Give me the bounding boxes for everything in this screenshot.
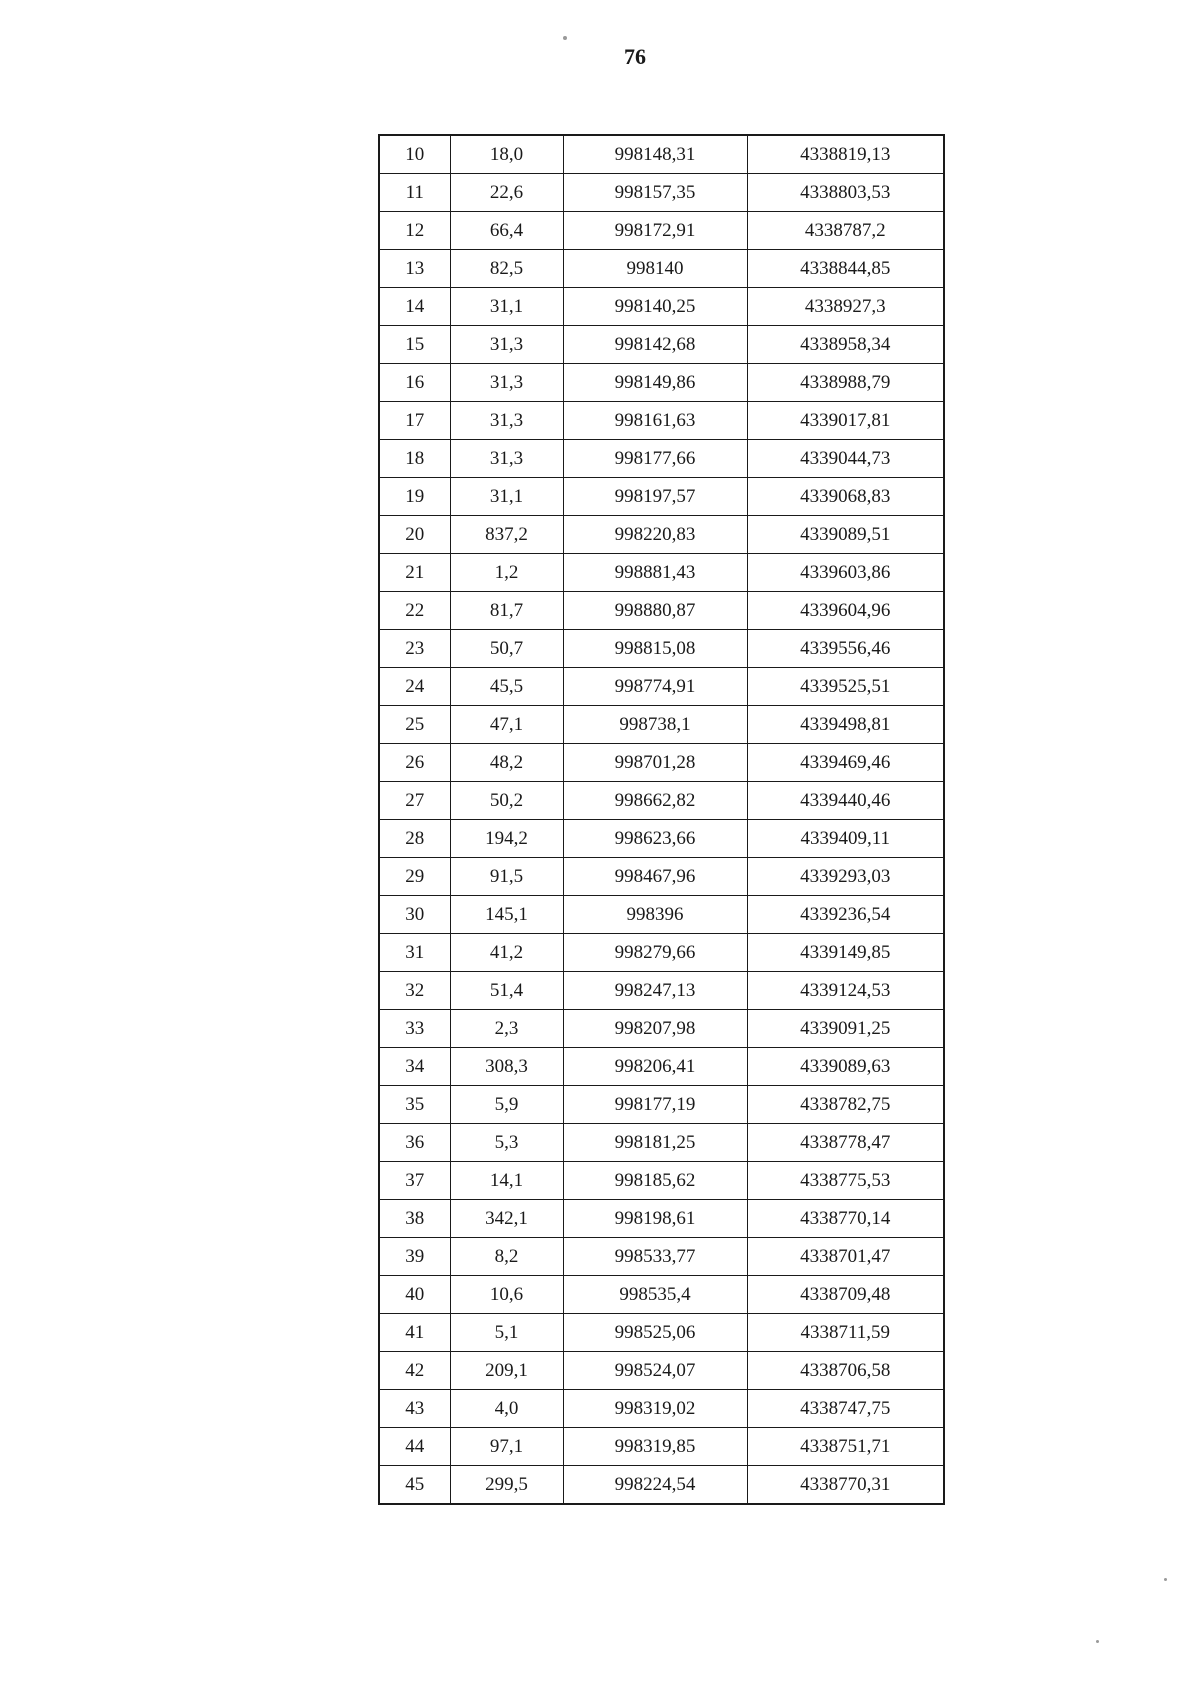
- y-coordinate-cell: 4339017,81: [747, 402, 944, 440]
- length-cell: 66,4: [450, 212, 563, 250]
- length-cell: 18,0: [450, 135, 563, 174]
- x-coordinate-cell: 998319,02: [563, 1390, 747, 1428]
- y-coordinate-cell: 4339068,83: [747, 478, 944, 516]
- length-cell: 2,3: [450, 1010, 563, 1048]
- scan-speck: [563, 36, 567, 40]
- point-number-cell: 19: [379, 478, 450, 516]
- length-cell: 209,1: [450, 1352, 563, 1390]
- x-coordinate-cell: 998185,62: [563, 1162, 747, 1200]
- y-coordinate-cell: 4338988,79: [747, 364, 944, 402]
- table-row: [379, 1238, 944, 1276]
- length-cell: 97,1: [450, 1428, 563, 1466]
- point-number-cell: 10: [379, 135, 450, 174]
- length-cell: 50,7: [450, 630, 563, 668]
- point-number-cell: 41: [379, 1314, 450, 1352]
- length-cell: 5,3: [450, 1124, 563, 1162]
- y-coordinate-cell: 4338819,13: [747, 135, 944, 174]
- y-coordinate-cell: 4338958,34: [747, 326, 944, 364]
- y-coordinate-cell: 4338747,75: [747, 1390, 944, 1428]
- x-coordinate-cell: 998157,35: [563, 174, 747, 212]
- length-cell: 51,4: [450, 972, 563, 1010]
- x-coordinate-cell: 998524,07: [563, 1352, 747, 1390]
- y-coordinate-cell: 4339124,53: [747, 972, 944, 1010]
- point-number-cell: 42: [379, 1352, 450, 1390]
- y-coordinate-cell: 4339440,46: [747, 782, 944, 820]
- x-coordinate-cell: 998220,83: [563, 516, 747, 554]
- point-number-cell: 40: [379, 1276, 450, 1314]
- x-coordinate-cell: 998701,28: [563, 744, 747, 782]
- y-coordinate-cell: 4339556,46: [747, 630, 944, 668]
- point-number-cell: 22: [379, 592, 450, 630]
- y-coordinate-cell: 4339149,85: [747, 934, 944, 972]
- length-cell: 1,2: [450, 554, 563, 592]
- x-coordinate-cell: 998396: [563, 896, 747, 934]
- length-cell: 31,3: [450, 364, 563, 402]
- table-row: [379, 1162, 944, 1200]
- length-cell: 31,3: [450, 402, 563, 440]
- x-coordinate-cell: 998197,57: [563, 478, 747, 516]
- coordinates-table: [378, 134, 945, 1505]
- length-cell: 47,1: [450, 706, 563, 744]
- length-cell: 14,1: [450, 1162, 563, 1200]
- point-number-cell: 35: [379, 1086, 450, 1124]
- y-coordinate-cell: 4338706,58: [747, 1352, 944, 1390]
- table-row: [379, 212, 944, 250]
- point-number-cell: 45: [379, 1466, 450, 1505]
- point-number-cell: 15: [379, 326, 450, 364]
- y-coordinate-cell: 4339089,51: [747, 516, 944, 554]
- table-row: [379, 1390, 944, 1428]
- table-row: [379, 250, 944, 288]
- point-number-cell: 11: [379, 174, 450, 212]
- point-number-cell: 18: [379, 440, 450, 478]
- x-coordinate-cell: 998181,25: [563, 1124, 747, 1162]
- point-number-cell: 44: [379, 1428, 450, 1466]
- table-row: [379, 440, 944, 478]
- page-number: 76: [624, 44, 646, 69]
- x-coordinate-cell: 998161,63: [563, 402, 747, 440]
- table-row: [379, 326, 944, 364]
- y-coordinate-cell: 4338770,31: [747, 1466, 944, 1505]
- table-row: [379, 554, 944, 592]
- scan-speck: [1096, 1640, 1099, 1643]
- x-coordinate-cell: 998206,41: [563, 1048, 747, 1086]
- length-cell: 5,9: [450, 1086, 563, 1124]
- scan-speck: [1164, 1578, 1167, 1581]
- coordinates-table-body: [379, 135, 944, 1504]
- point-number-cell: 33: [379, 1010, 450, 1048]
- table-row: [379, 972, 944, 1010]
- table-row: [379, 1352, 944, 1390]
- length-cell: 48,2: [450, 744, 563, 782]
- point-number-cell: 38: [379, 1200, 450, 1238]
- table-row: [379, 135, 944, 174]
- length-cell: 194,2: [450, 820, 563, 858]
- x-coordinate-cell: 998142,68: [563, 326, 747, 364]
- table-row: [379, 858, 944, 896]
- x-coordinate-cell: 998149,86: [563, 364, 747, 402]
- point-number-cell: 23: [379, 630, 450, 668]
- length-cell: 31,3: [450, 326, 563, 364]
- point-number-cell: 25: [379, 706, 450, 744]
- length-cell: 145,1: [450, 896, 563, 934]
- y-coordinate-cell: 4339236,54: [747, 896, 944, 934]
- length-cell: 91,5: [450, 858, 563, 896]
- length-cell: 31,3: [450, 440, 563, 478]
- point-number-cell: 24: [379, 668, 450, 706]
- x-coordinate-cell: 998535,4: [563, 1276, 747, 1314]
- length-cell: 31,1: [450, 478, 563, 516]
- table-row: [379, 744, 944, 782]
- table-row: [379, 1466, 944, 1505]
- point-number-cell: 28: [379, 820, 450, 858]
- table-row: [379, 820, 944, 858]
- table-row: [379, 1010, 944, 1048]
- x-coordinate-cell: 998140,25: [563, 288, 747, 326]
- y-coordinate-cell: 4338701,47: [747, 1238, 944, 1276]
- x-coordinate-cell: 998247,13: [563, 972, 747, 1010]
- table-row: [379, 1124, 944, 1162]
- y-coordinate-cell: 4338927,3: [747, 288, 944, 326]
- y-coordinate-cell: 4338844,85: [747, 250, 944, 288]
- x-coordinate-cell: 998815,08: [563, 630, 747, 668]
- length-cell: 8,2: [450, 1238, 563, 1276]
- y-coordinate-cell: 4339604,96: [747, 592, 944, 630]
- point-number-cell: 39: [379, 1238, 450, 1276]
- point-number-cell: 37: [379, 1162, 450, 1200]
- table-row: [379, 478, 944, 516]
- table-row: [379, 1086, 944, 1124]
- length-cell: 10,6: [450, 1276, 563, 1314]
- table-row: [379, 592, 944, 630]
- table-row: [379, 1276, 944, 1314]
- x-coordinate-cell: 998774,91: [563, 668, 747, 706]
- y-coordinate-cell: 4338787,2: [747, 212, 944, 250]
- table-row: [379, 288, 944, 326]
- point-number-cell: 34: [379, 1048, 450, 1086]
- x-coordinate-cell: 998880,87: [563, 592, 747, 630]
- length-cell: 4,0: [450, 1390, 563, 1428]
- x-coordinate-cell: 998140: [563, 250, 747, 288]
- point-number-cell: 17: [379, 402, 450, 440]
- table-row: [379, 402, 944, 440]
- point-number-cell: 13: [379, 250, 450, 288]
- table-row: [379, 516, 944, 554]
- table-row: [379, 1428, 944, 1466]
- point-number-cell: 21: [379, 554, 450, 592]
- y-coordinate-cell: 4339498,81: [747, 706, 944, 744]
- x-coordinate-cell: 998177,66: [563, 440, 747, 478]
- y-coordinate-cell: 4339293,03: [747, 858, 944, 896]
- y-coordinate-cell: 4338751,71: [747, 1428, 944, 1466]
- x-coordinate-cell: 998198,61: [563, 1200, 747, 1238]
- point-number-cell: 16: [379, 364, 450, 402]
- y-coordinate-cell: 4338711,59: [747, 1314, 944, 1352]
- y-coordinate-cell: 4338709,48: [747, 1276, 944, 1314]
- x-coordinate-cell: 998224,54: [563, 1466, 747, 1505]
- x-coordinate-cell: 998662,82: [563, 782, 747, 820]
- y-coordinate-cell: 4339409,11: [747, 820, 944, 858]
- y-coordinate-cell: 4338778,47: [747, 1124, 944, 1162]
- table-row: [379, 1314, 944, 1352]
- y-coordinate-cell: 4338803,53: [747, 174, 944, 212]
- y-coordinate-cell: 4339469,46: [747, 744, 944, 782]
- length-cell: 22,6: [450, 174, 563, 212]
- y-coordinate-cell: 4338782,75: [747, 1086, 944, 1124]
- point-number-cell: 30: [379, 896, 450, 934]
- table-row: [379, 364, 944, 402]
- x-coordinate-cell: 998738,1: [563, 706, 747, 744]
- point-number-cell: 27: [379, 782, 450, 820]
- y-coordinate-cell: 4339089,63: [747, 1048, 944, 1086]
- table-row: [379, 668, 944, 706]
- length-cell: 50,2: [450, 782, 563, 820]
- length-cell: 81,7: [450, 592, 563, 630]
- y-coordinate-cell: 4339603,86: [747, 554, 944, 592]
- point-number-cell: 26: [379, 744, 450, 782]
- x-coordinate-cell: 998279,66: [563, 934, 747, 972]
- point-number-cell: 14: [379, 288, 450, 326]
- point-number-cell: 31: [379, 934, 450, 972]
- x-coordinate-cell: 998177,19: [563, 1086, 747, 1124]
- y-coordinate-cell: 4338775,53: [747, 1162, 944, 1200]
- table-row: [379, 706, 944, 744]
- table-row: [379, 1048, 944, 1086]
- length-cell: 45,5: [450, 668, 563, 706]
- table-row: [379, 896, 944, 934]
- point-number-cell: 12: [379, 212, 450, 250]
- length-cell: 342,1: [450, 1200, 563, 1238]
- point-number-cell: 43: [379, 1390, 450, 1428]
- y-coordinate-cell: 4338770,14: [747, 1200, 944, 1238]
- table-row: [379, 174, 944, 212]
- y-coordinate-cell: 4339044,73: [747, 440, 944, 478]
- x-coordinate-cell: 998533,77: [563, 1238, 747, 1276]
- point-number-cell: 32: [379, 972, 450, 1010]
- length-cell: 31,1: [450, 288, 563, 326]
- length-cell: 299,5: [450, 1466, 563, 1505]
- point-number-cell: 20: [379, 516, 450, 554]
- x-coordinate-cell: 998148,31: [563, 135, 747, 174]
- length-cell: 308,3: [450, 1048, 563, 1086]
- y-coordinate-cell: 4339091,25: [747, 1010, 944, 1048]
- x-coordinate-cell: 998207,98: [563, 1010, 747, 1048]
- y-coordinate-cell: 4339525,51: [747, 668, 944, 706]
- table-row: [379, 782, 944, 820]
- x-coordinate-cell: 998319,85: [563, 1428, 747, 1466]
- x-coordinate-cell: 998623,66: [563, 820, 747, 858]
- x-coordinate-cell: 998881,43: [563, 554, 747, 592]
- table-row: [379, 934, 944, 972]
- length-cell: 41,2: [450, 934, 563, 972]
- x-coordinate-cell: 998525,06: [563, 1314, 747, 1352]
- length-cell: 82,5: [450, 250, 563, 288]
- length-cell: 837,2: [450, 516, 563, 554]
- point-number-cell: 29: [379, 858, 450, 896]
- table-row: [379, 630, 944, 668]
- table-row: [379, 1200, 944, 1238]
- x-coordinate-cell: 998172,91: [563, 212, 747, 250]
- length-cell: 5,1: [450, 1314, 563, 1352]
- point-number-cell: 36: [379, 1124, 450, 1162]
- x-coordinate-cell: 998467,96: [563, 858, 747, 896]
